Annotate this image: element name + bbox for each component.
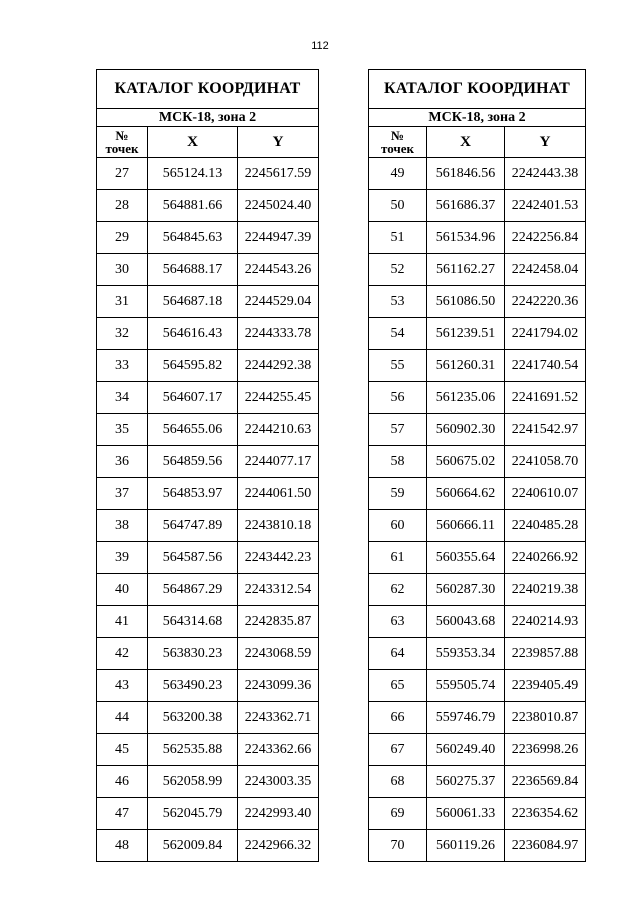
y-coordinate-cell: 2240219.38 — [505, 574, 586, 606]
y-coordinate-cell: 2244255.45 — [238, 382, 319, 414]
y-coordinate-cell: 2242220.36 — [505, 286, 586, 318]
y-coordinate-cell: 2236569.84 — [505, 766, 586, 798]
x-coordinate-cell: 562045.79 — [148, 798, 238, 830]
x-coordinate-cell: 560902.30 — [427, 414, 505, 446]
y-coordinate-cell: 2240610.07 — [505, 478, 586, 510]
point-number-cell: 61 — [369, 542, 427, 574]
x-coordinate-cell: 564687.18 — [148, 286, 238, 318]
point-number-cell: 57 — [369, 414, 427, 446]
x-coordinate-cell: 561162.27 — [427, 254, 505, 286]
column-header-x: X — [148, 127, 238, 158]
table-row — [369, 190, 586, 222]
x-coordinate-cell: 563490.23 — [148, 670, 238, 702]
table-row — [97, 318, 319, 350]
y-coordinate-cell: 2243068.59 — [238, 638, 319, 670]
point-number-cell: 29 — [97, 222, 148, 254]
x-coordinate-cell: 561235.06 — [427, 382, 505, 414]
y-coordinate-cell: 2240485.28 — [505, 510, 586, 542]
y-coordinate-cell: 2244077.17 — [238, 446, 319, 478]
point-number-cell: 37 — [97, 478, 148, 510]
table-row — [369, 766, 586, 798]
column-header-y: Y — [505, 127, 586, 158]
table-row — [97, 766, 319, 798]
y-coordinate-cell: 2236998.26 — [505, 734, 586, 766]
x-coordinate-cell: 561239.51 — [427, 318, 505, 350]
table-row — [97, 158, 319, 190]
x-coordinate-cell: 560675.02 — [427, 446, 505, 478]
point-number-cell: 60 — [369, 510, 427, 542]
point-number-cell: 52 — [369, 254, 427, 286]
point-number-cell: 44 — [97, 702, 148, 734]
y-coordinate-cell: 2242835.87 — [238, 606, 319, 638]
point-number-cell: 43 — [97, 670, 148, 702]
x-coordinate-cell: 564688.17 — [148, 254, 238, 286]
table-row — [97, 734, 319, 766]
page-number: 112 — [311, 40, 329, 52]
y-coordinate-cell: 2244333.78 — [238, 318, 319, 350]
point-number-cell: 35 — [97, 414, 148, 446]
y-coordinate-cell: 2244529.04 — [238, 286, 319, 318]
x-coordinate-cell: 563830.23 — [148, 638, 238, 670]
table-row — [97, 542, 319, 574]
y-coordinate-cell: 2236084.97 — [505, 830, 586, 862]
table-row — [97, 222, 319, 254]
x-coordinate-cell: 561686.37 — [427, 190, 505, 222]
table-row — [369, 254, 586, 286]
y-coordinate-cell: 2244543.26 — [238, 254, 319, 286]
table-row — [97, 638, 319, 670]
y-coordinate-cell: 2244061.50 — [238, 478, 319, 510]
coordinate-catalog-table-right — [368, 69, 586, 862]
table-body — [369, 158, 586, 862]
y-coordinate-cell: 2245617.59 — [238, 158, 319, 190]
table-row — [369, 638, 586, 670]
table-row — [97, 414, 319, 446]
catalog-subtitle: МСК-18, зона 2 — [97, 109, 319, 127]
table-row — [97, 574, 319, 606]
x-coordinate-cell: 564314.68 — [148, 606, 238, 638]
point-number-symbol: № — [115, 128, 129, 143]
table-row — [369, 222, 586, 254]
point-number-cell: 28 — [97, 190, 148, 222]
point-number-cell: 50 — [369, 190, 427, 222]
x-coordinate-cell: 564867.29 — [148, 574, 238, 606]
table-row — [369, 158, 586, 190]
y-coordinate-cell: 2242966.32 — [238, 830, 319, 862]
point-number-symbol: № — [390, 128, 405, 143]
x-coordinate-cell: 560249.40 — [427, 734, 505, 766]
x-coordinate-cell: 560355.64 — [427, 542, 505, 574]
point-number-cell: 40 — [97, 574, 148, 606]
y-coordinate-cell: 2243810.18 — [238, 510, 319, 542]
table-row — [97, 350, 319, 382]
table-row — [369, 702, 586, 734]
catalog-subtitle: МСК-18, зона 2 — [369, 109, 586, 127]
point-number-word: точек — [381, 141, 414, 156]
table-row — [369, 830, 586, 862]
point-number-word: точек — [105, 141, 139, 156]
x-coordinate-cell: 559353.34 — [427, 638, 505, 670]
x-coordinate-cell: 564859.56 — [148, 446, 238, 478]
y-coordinate-cell: 2241740.54 — [505, 350, 586, 382]
table-row — [369, 478, 586, 510]
point-number-cell: 49 — [369, 158, 427, 190]
point-number-cell: 33 — [97, 350, 148, 382]
point-number-cell: 64 — [369, 638, 427, 670]
y-coordinate-cell: 2242443.38 — [505, 158, 586, 190]
table-row — [97, 254, 319, 286]
x-coordinate-cell: 562058.99 — [148, 766, 238, 798]
table-row — [97, 478, 319, 510]
y-coordinate-cell: 2244210.63 — [238, 414, 319, 446]
x-coordinate-cell: 564747.89 — [148, 510, 238, 542]
x-coordinate-cell: 564616.43 — [148, 318, 238, 350]
table-row — [97, 606, 319, 638]
y-coordinate-cell: 2244947.39 — [238, 222, 319, 254]
point-number-cell: 34 — [97, 382, 148, 414]
table-row — [369, 542, 586, 574]
coordinate-catalog-table-left — [96, 69, 319, 862]
x-coordinate-cell: 560666.11 — [427, 510, 505, 542]
catalog-title: КАТАЛОГ КООРДИНАТ — [97, 70, 319, 109]
y-coordinate-cell: 2245024.40 — [238, 190, 319, 222]
point-number-cell: 58 — [369, 446, 427, 478]
table-row — [97, 830, 319, 862]
x-coordinate-cell: 565124.13 — [148, 158, 238, 190]
table-row — [369, 670, 586, 702]
column-header-x: X — [427, 127, 505, 158]
point-number-cell: 32 — [97, 318, 148, 350]
table-row — [97, 798, 319, 830]
y-coordinate-cell: 2242401.53 — [505, 190, 586, 222]
y-coordinate-cell: 2243003.35 — [238, 766, 319, 798]
table-body — [97, 158, 319, 862]
point-number-cell: 63 — [369, 606, 427, 638]
y-coordinate-cell: 2243442.23 — [238, 542, 319, 574]
point-number-cell: 59 — [369, 478, 427, 510]
point-number-cell: 39 — [97, 542, 148, 574]
table-row — [97, 190, 319, 222]
x-coordinate-cell: 560664.62 — [427, 478, 505, 510]
x-coordinate-cell: 564845.63 — [148, 222, 238, 254]
x-coordinate-cell: 560275.37 — [427, 766, 505, 798]
y-coordinate-cell: 2243362.66 — [238, 734, 319, 766]
point-number-cell: 51 — [369, 222, 427, 254]
table-row — [97, 286, 319, 318]
point-number-cell: 36 — [97, 446, 148, 478]
column-header-y: Y — [238, 127, 319, 158]
point-number-cell: 55 — [369, 350, 427, 382]
x-coordinate-cell: 564655.06 — [148, 414, 238, 446]
table-row — [97, 446, 319, 478]
y-coordinate-cell: 2242993.40 — [238, 798, 319, 830]
x-coordinate-cell: 560119.26 — [427, 830, 505, 862]
x-coordinate-cell: 561260.31 — [427, 350, 505, 382]
point-number-cell: 27 — [97, 158, 148, 190]
point-number-cell: 56 — [369, 382, 427, 414]
y-coordinate-cell: 2241058.70 — [505, 446, 586, 478]
y-coordinate-cell: 2239857.88 — [505, 638, 586, 670]
y-coordinate-cell: 2243312.54 — [238, 574, 319, 606]
y-coordinate-cell: 2241691.52 — [505, 382, 586, 414]
x-coordinate-cell: 561846.56 — [427, 158, 505, 190]
x-coordinate-cell: 562009.84 — [148, 830, 238, 862]
catalog-title: КАТАЛОГ КООРДИНАТ — [369, 70, 586, 109]
y-coordinate-cell: 2241542.97 — [505, 414, 586, 446]
point-number-cell: 70 — [369, 830, 427, 862]
table-row — [369, 606, 586, 638]
point-number-cell: 69 — [369, 798, 427, 830]
table-row — [369, 798, 586, 830]
table-row — [97, 702, 319, 734]
point-number-cell: 62 — [369, 574, 427, 606]
y-coordinate-cell: 2240214.93 — [505, 606, 586, 638]
table-row — [97, 670, 319, 702]
x-coordinate-cell: 561086.50 — [427, 286, 505, 318]
point-number-cell: 41 — [97, 606, 148, 638]
x-coordinate-cell: 564853.97 — [148, 478, 238, 510]
table-row — [369, 574, 586, 606]
table-row — [369, 382, 586, 414]
x-coordinate-cell: 564587.56 — [148, 542, 238, 574]
table-row — [369, 286, 586, 318]
table-row — [369, 350, 586, 382]
x-coordinate-cell: 560043.68 — [427, 606, 505, 638]
point-number-cell: 45 — [97, 734, 148, 766]
y-coordinate-cell: 2241794.02 — [505, 318, 586, 350]
table-row — [369, 414, 586, 446]
table-row — [369, 734, 586, 766]
x-coordinate-cell: 564881.66 — [148, 190, 238, 222]
point-number-cell: 54 — [369, 318, 427, 350]
y-coordinate-cell: 2242458.04 — [505, 254, 586, 286]
y-coordinate-cell: 2238010.87 — [505, 702, 586, 734]
point-number-cell: 68 — [369, 766, 427, 798]
point-number-cell: 30 — [97, 254, 148, 286]
table-row — [369, 318, 586, 350]
y-coordinate-cell: 2243099.36 — [238, 670, 319, 702]
y-coordinate-cell: 2236354.62 — [505, 798, 586, 830]
y-coordinate-cell: 2240266.92 — [505, 542, 586, 574]
y-coordinate-cell: 2242256.84 — [505, 222, 586, 254]
x-coordinate-cell: 559505.74 — [427, 670, 505, 702]
x-coordinate-cell: 563200.38 — [148, 702, 238, 734]
point-number-cell: 31 — [97, 286, 148, 318]
point-number-cell: 46 — [97, 766, 148, 798]
point-number-cell: 47 — [97, 798, 148, 830]
y-coordinate-cell: 2243362.71 — [238, 702, 319, 734]
table-row — [97, 382, 319, 414]
x-coordinate-cell: 560061.33 — [427, 798, 505, 830]
x-coordinate-cell: 559746.79 — [427, 702, 505, 734]
point-number-cell: 48 — [97, 830, 148, 862]
x-coordinate-cell: 562535.88 — [148, 734, 238, 766]
x-coordinate-cell: 560287.30 — [427, 574, 505, 606]
point-number-cell: 38 — [97, 510, 148, 542]
column-header-point-number — [97, 127, 148, 158]
table-row — [97, 510, 319, 542]
column-header-point-number — [369, 127, 427, 158]
point-number-cell: 53 — [369, 286, 427, 318]
point-number-cell: 42 — [97, 638, 148, 670]
table-row — [369, 510, 586, 542]
x-coordinate-cell: 561534.96 — [427, 222, 505, 254]
x-coordinate-cell: 564595.82 — [148, 350, 238, 382]
point-number-cell: 67 — [369, 734, 427, 766]
y-coordinate-cell: 2244292.38 — [238, 350, 319, 382]
x-coordinate-cell: 564607.17 — [148, 382, 238, 414]
point-number-cell: 65 — [369, 670, 427, 702]
point-number-cell: 66 — [369, 702, 427, 734]
y-coordinate-cell: 2239405.49 — [505, 670, 586, 702]
table-row — [369, 446, 586, 478]
